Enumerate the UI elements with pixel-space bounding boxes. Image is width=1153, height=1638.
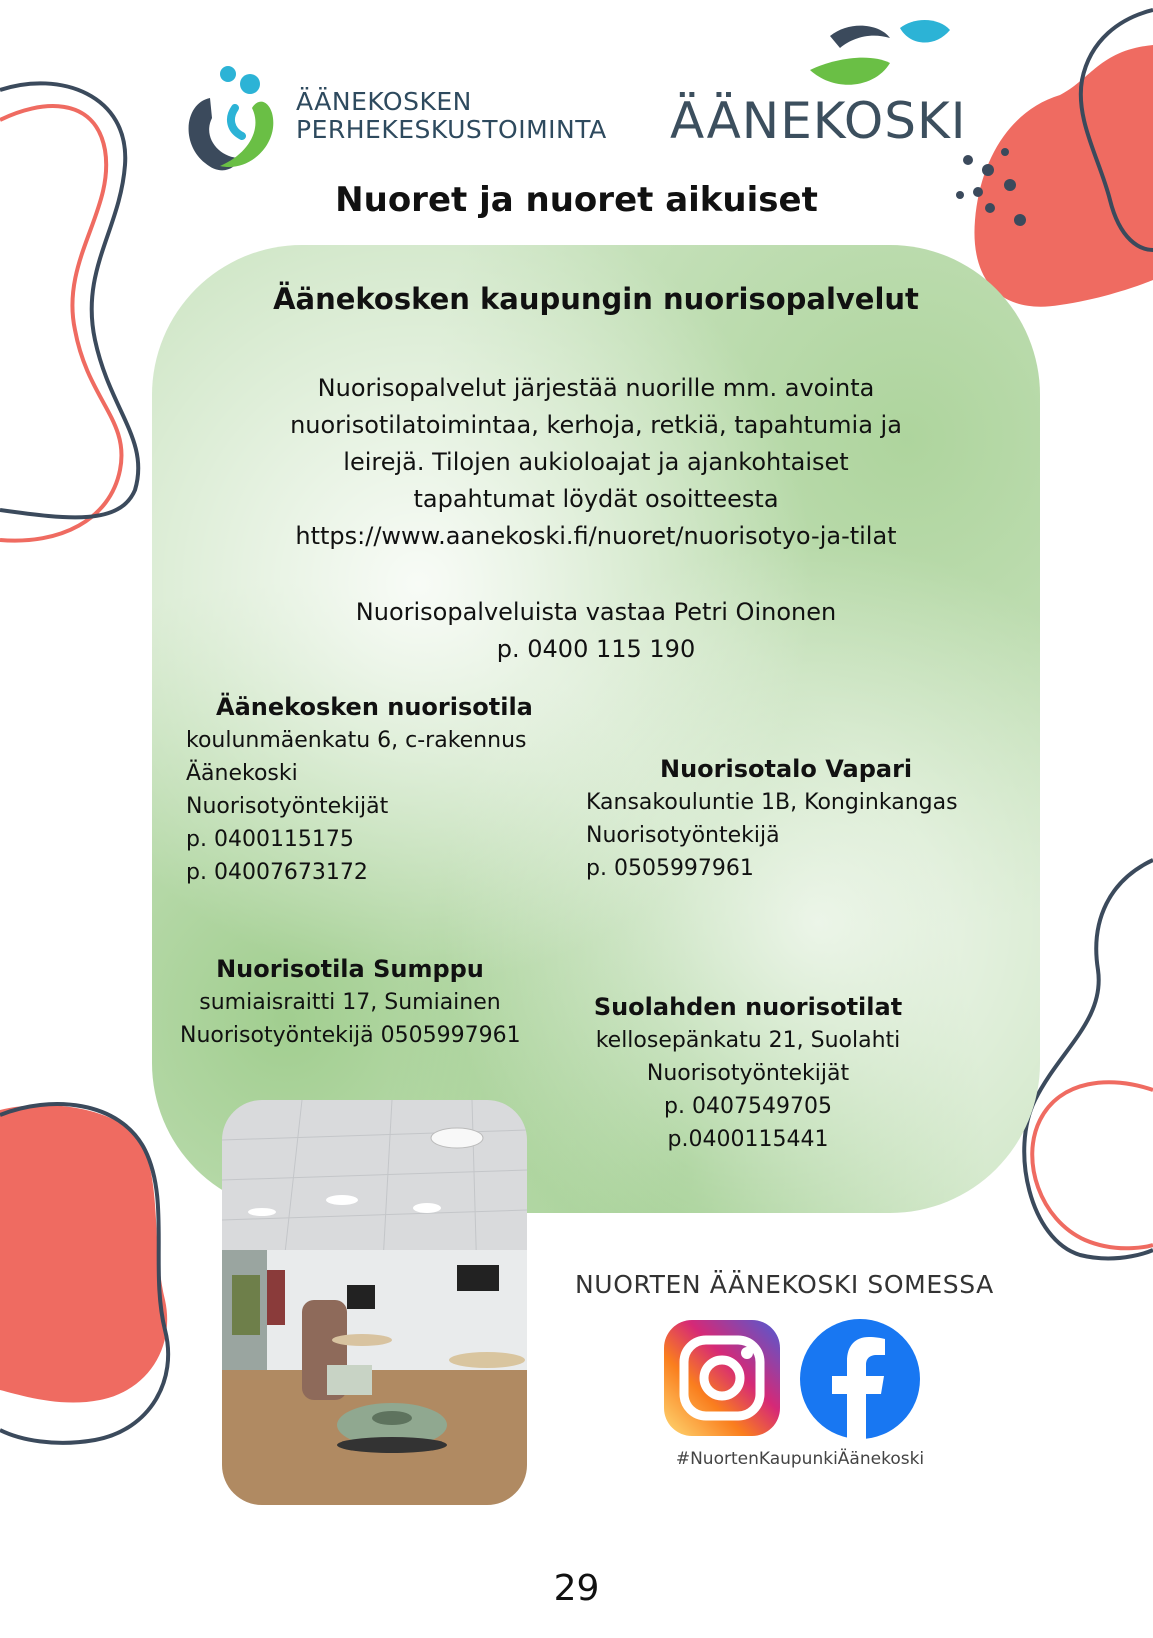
location-aanekoski [186, 690, 533, 889]
location-line: p.0400115441 [667, 1127, 829, 1152]
location-line: p. 0407549705 [664, 1094, 832, 1119]
social-heading: NUORTEN ÄÄNEKOSKI SOMESSA [575, 1270, 994, 1299]
right-top-coral-blob [974, 45, 1153, 307]
location-line: kellosepänkatu 21, Suolahti [595, 1028, 901, 1053]
logo-line-1: ÄÄNEKOSKEN [296, 87, 472, 116]
intro-line: leirejä. Tilojen aukioloajat ja ajankohtaiset [343, 448, 849, 476]
page-title: Nuoret ja nuoret aikuiset [335, 180, 818, 220]
location-line: p. 04007673172 [186, 860, 368, 885]
location-line: Äänekoski [186, 761, 298, 786]
family-heart-icon [180, 58, 290, 178]
logo-line-2: PERHEKESKUSTOIMINTA [296, 115, 607, 144]
contact-phone: p. 0400 115 190 [496, 635, 696, 663]
location-line: Nuorisotyöntekijät [646, 1061, 850, 1086]
location-line: Nuorisotyöntekijä 0505997961 [180, 1023, 521, 1048]
facebook-icon[interactable] [799, 1318, 921, 1440]
location-line: sumiaisraitti 17, Sumiainen [199, 990, 501, 1015]
intro-line: nuorisotilatoimintaa, kerhoja, retkiä, tapahtumia ja [290, 411, 902, 439]
location-name: Suolahden nuorisotilat [593, 993, 903, 1021]
location-sumppu [180, 952, 520, 1052]
contact-paragraph [200, 594, 992, 668]
location-line: Nuorisotyöntekijät [186, 794, 389, 819]
left-top-coral-curve [0, 106, 122, 541]
card-heading: Äänekosken kaupungin nuorisopalvelut [273, 282, 919, 316]
location-line: p. 0400115175 [186, 827, 354, 852]
location-name: Äänekosken nuorisotila [216, 693, 533, 721]
perhekeskustoiminta-logo [180, 58, 620, 178]
location-vapari [586, 752, 958, 885]
hashtag: #NuortenKaupunkiÄänekoski [675, 1449, 925, 1469]
instagram-icon[interactable] [662, 1318, 782, 1438]
intro-line: tapahtumat löydät osoitteesta [413, 485, 779, 513]
city-logo-text: ÄÄNEKOSKI [670, 92, 967, 150]
city-swoosh-icon [740, 18, 960, 98]
location-line: Kansakouluntie 1B, Konginkangas [586, 790, 958, 815]
intro-line: Nuorisopalvelut järjestää nuorille mm. avointa [317, 374, 875, 402]
left-bottom-coral-blob [0, 1105, 167, 1402]
right-mid-coral-curve [1032, 1082, 1153, 1248]
location-name: Nuorisotila Sumppu [216, 955, 484, 983]
contact-person: Nuorisopalveluista vastaa Petri Oinonen [355, 598, 837, 626]
location-suolahti [588, 990, 908, 1156]
page-number: 29 [553, 1568, 600, 1609]
location-name: Nuorisotalo Vapari [660, 755, 913, 783]
location-line: Nuorisotyöntekijä [586, 823, 780, 848]
intro-paragraph [200, 370, 992, 555]
services-url-link[interactable]: https://www.aanekoski.fi/nuoret/nuorisotyo-ja-tilat [295, 522, 897, 550]
youth-space-photo [222, 1100, 527, 1505]
location-line: koulunmäenkatu 6, c-rakennus [186, 728, 527, 753]
aanekoski-city-logo [660, 18, 967, 158]
location-line: p. 0505997961 [586, 856, 754, 881]
left-top-navy-curve [0, 83, 138, 517]
